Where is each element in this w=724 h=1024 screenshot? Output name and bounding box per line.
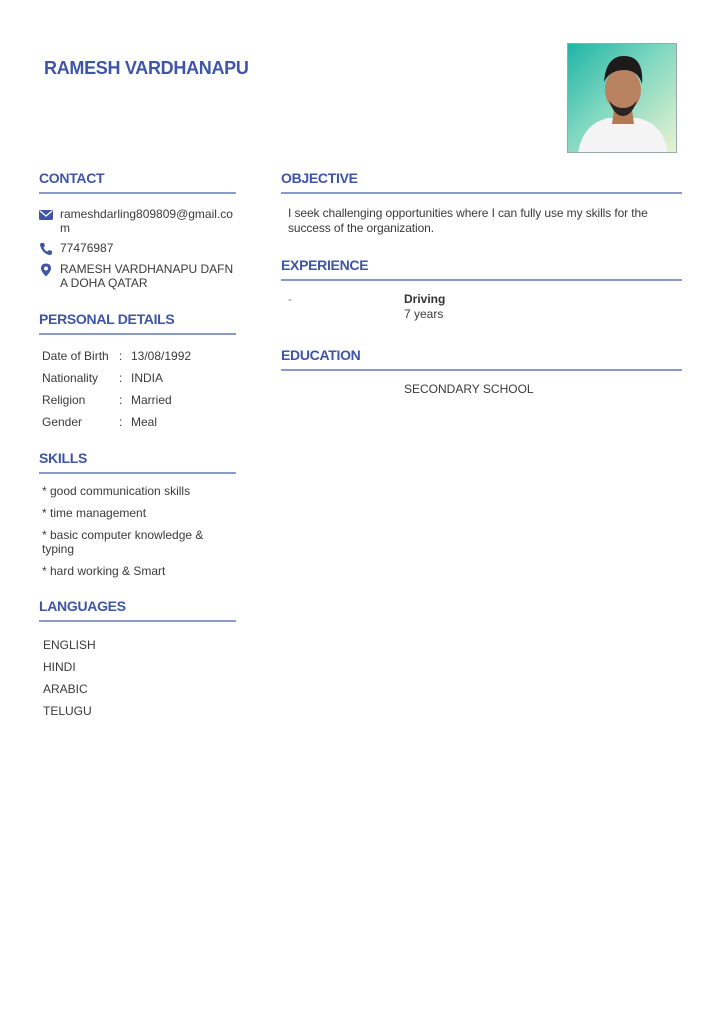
- languages-heading: LANGUAGES: [39, 598, 236, 622]
- right-column: [281, 170, 682, 396]
- detail-value: Meal: [131, 415, 158, 429]
- email-text[interactable]: rameshdarling809809@gmail.com: [60, 207, 233, 235]
- detail-label: Gender: [42, 415, 83, 429]
- contact-phone: [39, 241, 236, 256]
- personal-detail-row: [39, 411, 236, 433]
- profile-photo: [567, 43, 677, 153]
- detail-label: Date of Birth: [42, 349, 109, 363]
- education-period: [281, 382, 404, 396]
- experience-details: [404, 292, 445, 322]
- education-entry: [281, 382, 682, 396]
- address-text: RAMESH VARDHANAPU DAFNA DOHA QATAR: [60, 262, 234, 290]
- personal-details-table: [39, 345, 236, 433]
- skills-heading: SKILLS: [39, 450, 236, 474]
- personal-detail-row: [39, 367, 236, 389]
- objective-text: I seek challenging opportunities where I can fully use my skills for the success of the organization.: [288, 206, 648, 235]
- contact-email: [39, 207, 236, 235]
- email-icon: [39, 208, 53, 222]
- left-column: [39, 170, 236, 722]
- language-item: ENGLISH: [43, 638, 96, 652]
- experience-entry: [281, 292, 682, 322]
- phone-icon: [39, 242, 53, 256]
- detail-separator: :: [119, 393, 123, 407]
- contact-address: [39, 262, 236, 290]
- experience-role: Driving: [404, 292, 446, 306]
- detail-separator: :: [119, 415, 123, 429]
- location-pin-icon: [39, 263, 53, 277]
- personal-details-heading: PERSONAL DETAILS: [39, 311, 236, 335]
- contact-heading: CONTACT: [39, 170, 236, 194]
- phone-text[interactable]: 77476987: [60, 241, 114, 255]
- detail-value: 13/08/1992: [131, 349, 192, 363]
- skill-item: * time management: [42, 506, 147, 520]
- detail-label: Nationality: [42, 371, 99, 385]
- skill-item: * hard working & Smart: [42, 564, 166, 578]
- candidate-name: RAMESH VARDHANAPU: [44, 58, 249, 78]
- detail-label: Religion: [42, 393, 86, 407]
- detail-separator: :: [119, 349, 123, 363]
- personal-detail-row: [39, 345, 236, 367]
- experience-period: -: [288, 292, 292, 306]
- objective-heading: OBJECTIVE: [281, 170, 682, 194]
- languages-list: [39, 634, 236, 722]
- education-heading: EDUCATION: [281, 347, 682, 371]
- language-item: TELUGU: [43, 704, 92, 718]
- contact-list: [39, 207, 236, 290]
- personal-detail-row: [39, 389, 236, 411]
- experience-heading: EXPERIENCE: [281, 257, 682, 281]
- skills-list: [39, 484, 236, 578]
- detail-value: Married: [131, 393, 172, 407]
- detail-separator: :: [119, 371, 123, 385]
- skill-item: * good communication skills: [42, 484, 191, 498]
- experience-duration: 7 years: [404, 307, 444, 321]
- language-item: HINDI: [43, 660, 76, 674]
- education-school: SECONDARY SCHOOL: [404, 382, 534, 396]
- skill-item: * basic computer knowledge & typing: [42, 528, 204, 556]
- detail-value: INDIA: [131, 371, 164, 385]
- language-item: ARABIC: [43, 682, 88, 696]
